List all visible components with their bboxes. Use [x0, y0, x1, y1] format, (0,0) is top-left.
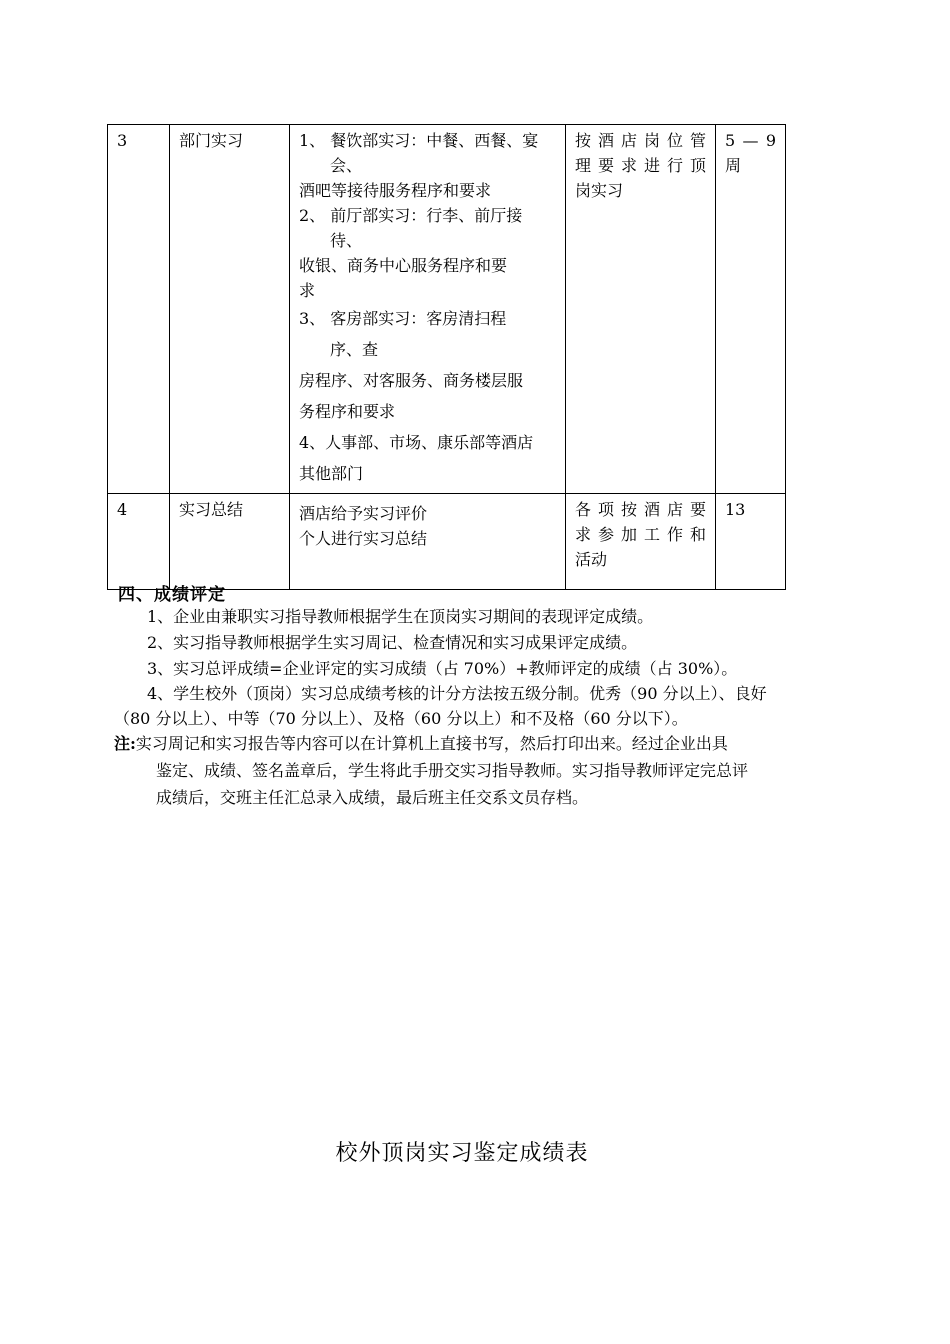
- content-line: 房程序、对客服务、商务楼层服: [299, 371, 524, 390]
- content-line: 收银、商务中心服务程序和要: [299, 256, 508, 275]
- note-block: [114, 730, 842, 811]
- content-line: 会、: [330, 156, 363, 175]
- requirement-line: 活动: [575, 550, 608, 569]
- requirement-line: 求参加工作和: [575, 525, 706, 544]
- content-line: 酒店给予实习评价: [299, 504, 428, 523]
- grading-paragraph: 4、学生校外（顶岗）实习总成绩考核的计分方法按五级分制。优秀（90 分以上）、良好: [147, 684, 767, 703]
- content-cell: [290, 125, 566, 494]
- content-line: 酒吧等接待服务程序和要求: [299, 181, 492, 200]
- content-line: 4、人事部、市场、康乐部等酒店: [299, 433, 534, 452]
- grading-paragraph: 3、实习总评成绩=企业评定的实习成绩（占 70%）+教师评定的成绩（占 30%）。: [147, 659, 738, 678]
- note-line: 实习周记和实习报告等内容可以在计算机上直接书写，然后打印出来。经过企业出具: [135, 734, 728, 753]
- content-line: 序、查: [330, 340, 379, 359]
- content-line: 3、 客房部实习：客房清扫程: [299, 309, 507, 328]
- requirement-line: 岗实习: [575, 181, 624, 200]
- time-cell: [716, 125, 786, 494]
- content-line: 个人进行实习总结: [299, 529, 428, 548]
- requirement-cell: [566, 125, 716, 494]
- grading-paragraph: （80 分以上）、中等（70 分以上）、及格（60 分以上）和不及格（60 分以下）。: [114, 709, 688, 728]
- grading-paragraph: 1、企业由兼职实习指导教师根据学生在顶岗实习期间的表现评定成绩。: [147, 607, 654, 626]
- content-line: 1、 餐饮部实习：中餐、西餐、宴: [299, 131, 539, 150]
- time-cell: 13: [716, 494, 786, 590]
- content-line: 其他部门: [299, 464, 364, 483]
- table-row: [108, 494, 786, 590]
- requirement-cell: [566, 494, 716, 590]
- content-line: 2、 前厅部实习：行李、前厅接: [299, 206, 523, 225]
- internship-plan-table: [107, 124, 786, 590]
- note-line: 成绩后，交班主任汇总录入成绩，最后班主任交系文员存档。: [156, 788, 589, 807]
- row-number-cell: 4: [108, 494, 170, 590]
- table-row: [108, 125, 786, 494]
- row-number-cell: 3: [108, 125, 170, 494]
- content-cell: [290, 494, 566, 590]
- note-label: 注:: [114, 734, 136, 753]
- content-line: 求: [299, 281, 316, 300]
- requirement-line: 理要求进行顶: [575, 156, 706, 175]
- note-line: 鉴定、成绩、签名盖章后，学生将此手册交实习指导教师。实习指导教师评定完总评: [156, 761, 749, 780]
- time-line: 5 — 9: [725, 131, 776, 150]
- requirement-line: 各项按酒店要: [575, 500, 706, 519]
- section-heading: 四、成绩评定: [118, 585, 226, 605]
- content-line: 待、: [330, 231, 363, 250]
- content-line: 务程序和要求: [299, 402, 396, 421]
- stage-cell: 实习总结: [170, 494, 290, 590]
- page-title: 校外顶岗实习鉴定成绩表: [335, 1141, 589, 1166]
- stage-cell: 部门实习: [170, 125, 290, 494]
- time-line: 周: [725, 156, 742, 175]
- requirement-line: 按酒店岗位管: [575, 131, 706, 150]
- grading-paragraph: 2、实习指导教师根据学生实习周记、检查情况和实习成果评定成绩。: [147, 633, 638, 652]
